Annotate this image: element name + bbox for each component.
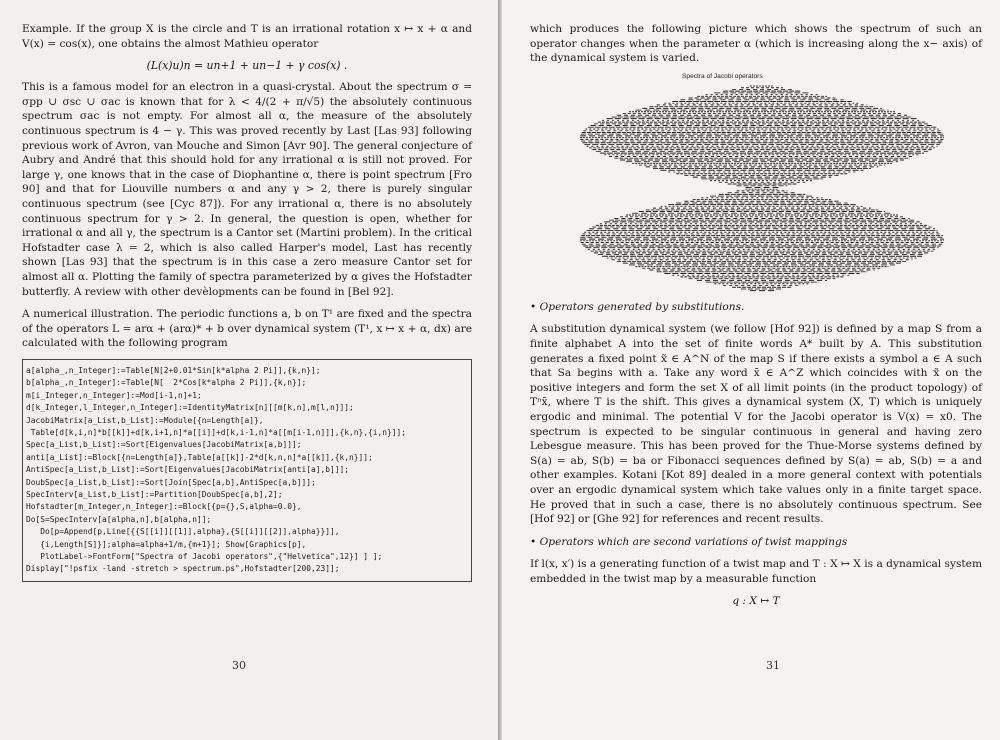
code-line: m[i_Integer,n_Integer]:=Mod[i-1,n]+1; — [26, 390, 202, 400]
code-line: Table[d[k,i,n]*b[[k]]+d[k,i+1,n]*a[[i]]+d[k,i-1,n]*a[[m[i-1,n]]],{k,n},{i,n}]]; — [26, 427, 407, 437]
butterfly-plot — [562, 74, 962, 292]
code-line: DoubSpec[a_List,b_List]:=Sort[Join[Spec[a,b],AntiSpec[a,b]]]; — [26, 477, 316, 487]
section-substitutions-text: A substitution dynamical system (we follow [Hof 92]) is defined by a map S from a finite alphabet A into the set of finite words A* built by A. This substitution generates a fixed point x̃ ∈ A^N of the map S if there exists a symbol a ∈ A such that Sa begins with a. Take any word x̄ ∈ A^Z which coincides with x̃ on the positive integers and form the set X of all limit points (in the product topology) of Tⁿx̄, where T is the shift. This gives a dynamical system (X, T) which is uniquely ergodic and minimal. The potential V for the Jacobi operator is V(x) = x0. The spectrum is expected to be singular continuous in general and having zero Lebesgue measure. This has been proved for the Thue-Morse systems defined by S(a) = ab, S(b) = ba or Fibonacci sequences defined by S(a) = ab, S(b) = a and other examples. Kotani [Kot 89] dealed in a more general context with potentials over an ergodic dynamical system which take values only in a finite target space. He proved that in such a case, there is no absolutely continuous spectrum. See [Hof 92] or [Ghe 92] for references and recent results. — [530, 323, 982, 526]
code-line: Do[p=Append[p,Line[{{S[[i]][[1]],alpha},{S[[i]][[2]],alpha}}]], — [26, 527, 340, 537]
code-line: JacobiMatrix[a_List,b_List]:=Module[{n=Length[a]}, — [26, 415, 264, 425]
section-twist-title: • Operators which are second variations of twist mappings — [530, 535, 848, 548]
section-twist-text: If l(x, x′) is a generating function of a twist map and T : X ↦ X is a dynamical system embedded in the twist map by a measurable function — [530, 558, 982, 585]
code-line: {i,Length[S]}];alpha=alpha+1/m,{m+1}]; Show[Graphics[p], — [26, 539, 307, 549]
q-formula: q : X ↦ T — [732, 595, 780, 608]
mathematica-code-block — [22, 359, 472, 582]
code-line: Do[S=SpecInterv[a[alpha,n],b[alpha,n]]; — [26, 514, 212, 524]
illustration-paragraph: A numerical illustration. The periodic functions a, b on T¹ are fixed and the spectra of the operators L = arα + (arα)* + b over dynamical system (T¹, x ↦ x + α, dx) are calculated with the following program — [22, 308, 472, 350]
code-line: Display["!psfix -land -stretch > spectrum.ps",Hofstadter[200,23]]; — [26, 564, 340, 574]
code-line: Spec[a_List,b_List]:=Sort[Eigenvalues[JacobiMatrix[a,b]]]; — [26, 440, 302, 450]
code-line: d[k_Integer,l_Integer,n_Integer]:=IdentityMatrix[n][[m[k,n],m[l,n]]]; — [26, 403, 354, 413]
intro-paragraph: which produces the following picture which shows the spectrum of such an operator changes when the parameter α (which is increasing along the x− axis) of the dynamical system is varied. — [530, 23, 982, 65]
code-line: AntiSpec[a_List,b_List]:=Sort[Eigenvalues[JacobiMatrix[anti[a],b]]]; — [26, 465, 350, 475]
right-page — [502, 0, 1000, 740]
code-line: Hofstadter[m_Integer,n_Integer]:=Block[{p={},S,alpha=0.0}, — [26, 502, 302, 512]
code-line: PlotLabel->FontForm["Spectra of Jacobi operators",{"Helvetica",12}] ] ]; — [26, 551, 383, 561]
hofstadter-butterfly-figure — [562, 74, 962, 292]
code-line: b[alpha_,n_Integer]:=Table[N[ 2*Cos[k*alpha 2 Pi]],{k,n}]; — [26, 378, 307, 388]
code-line: SpecInterv[a_List,b_List]:=Partition[DoubSpec[a,b],2]; — [26, 489, 283, 499]
code-line: anti[a_List]:=Block[{n=Length[a]},Table[a[[k]]-2*d[k,n,n]*a[[k]],{k,n}]]; — [26, 452, 373, 462]
page-number: 31 — [766, 659, 780, 672]
left-page — [0, 0, 498, 740]
section-substitutions-title: • Operators generated by substitutions. — [530, 300, 745, 313]
mathieu-formula: (L(x)u)n = un+1 + un−1 + γ cos(x) . — [146, 59, 348, 73]
spectrum-paragraph: This is a famous model for an electron in a quasi-crystal. About the spectrum σ = σpp ∪ σsc ∪ σac is known that for λ < 4/(2 + π/√5) the absolutely continuous spectrum σac is not empty. For almost all α, the measure of the absolutely continuous spectrum is 4 − γ. This was proved recently by Last [Las 93] following previous work of Avron, van Mouche and Simon [Avr 90]. The general conjecture of Aubry and André that this should hold for any irrational α is still not proved. For large γ, one knows that in the case of Diophantine α, there is point spectrum [Fro 90] and that for Liouville numbers α and any γ > 2, there is purely singular continuous spectrum (see [Cyc 87]). For any irrational α, there is no absolutely continuous spectrum for γ > 2. In general, the question is open, whether for irrational α and all γ, the spectrum is a Cantor set (Martini problem). In the critical Hofstadter case λ = 2, which is also called Harper's model, Last has recently shown [Las 93] that the spectrum is in this case a zero measure Cantor set for almost all α. Plotting the family of spectra parameterized by α gives the Hofstadter butterfly. A review with other devèlopments can be found in [Bel 92]. — [22, 81, 472, 298]
example-paragraph: Example. If the group X is the circle and T is an irrational rotation x ↦ x + α and V(x) = cos(x), one obtains the almost Mathieu operator — [22, 23, 472, 50]
code-line: a[alpha_,n_Integer]:=Table[N[2+0.01*Sin[k*alpha 2 Pi]],{k,n}]; — [26, 365, 321, 375]
figure-title: Spectra of Jacobi operators — [682, 72, 763, 80]
page-number: 30 — [232, 659, 246, 672]
